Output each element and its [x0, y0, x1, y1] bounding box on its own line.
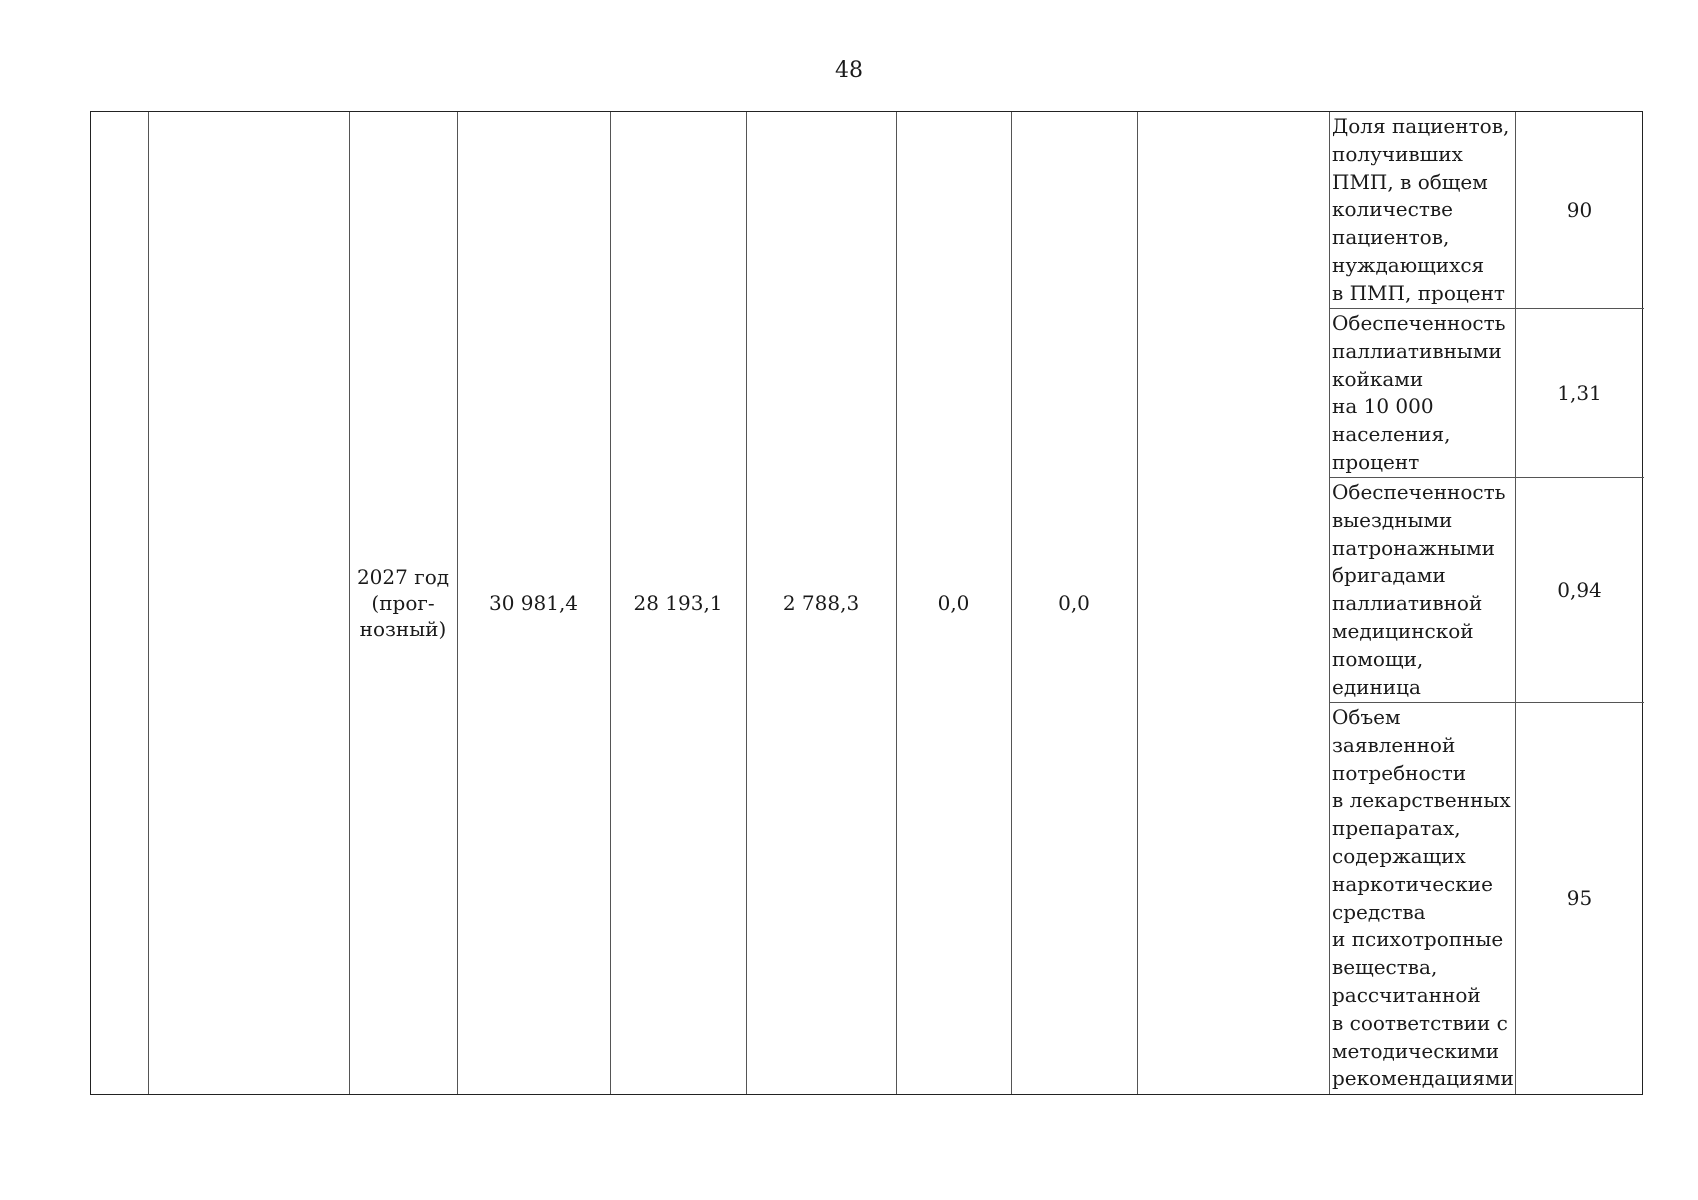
indicator-line: получивших [1332, 141, 1463, 166]
indicator-name-cell [1329, 704, 1515, 1094]
indicator-line: потребности [1332, 760, 1467, 785]
indicator-line: наркотические [1332, 871, 1493, 896]
program-table [90, 111, 1643, 1095]
indicator-line: патронажными [1332, 535, 1495, 560]
indicator-name-cell [1329, 479, 1515, 702]
indicator-value-cell: 1,31 [1557, 380, 1602, 405]
year-line: 2027 год [356, 565, 450, 589]
indicator-line: вещества, [1332, 955, 1438, 980]
indicator-line: в соответствии с [1332, 1010, 1508, 1035]
indicator-line: пациентов, [1332, 225, 1450, 250]
indicator-line: на 10 000 [1332, 394, 1434, 419]
indicator-line: нуждающихся [1332, 252, 1485, 277]
indicator-line: Доля пациентов, [1332, 114, 1510, 138]
indicator-line: выездными [1332, 507, 1453, 532]
indicator-line: заявленной [1332, 732, 1456, 757]
funding-cell: 2 788,3 [782, 591, 860, 615]
indicator-line: в лекарственных [1332, 788, 1511, 813]
page-number: 48 [835, 58, 863, 83]
indicator-line: паллиативной [1332, 591, 1483, 616]
indicator-line: медицинской [1332, 618, 1474, 643]
indicator-line: содержащих [1332, 843, 1466, 868]
indicator-value-cell: 90 [1566, 198, 1593, 222]
empty-cell [1137, 112, 1329, 1094]
indicator-line: в ПМП, процент [1332, 280, 1505, 305]
indicator-line: ПМП, в общем [1332, 169, 1488, 194]
name-cell [148, 112, 349, 1094]
total-funding-cell: 30 981,4 [488, 591, 579, 615]
funding-cell: 0,0 [1058, 591, 1090, 615]
funding-cell: 0,0 [937, 591, 970, 615]
year-line: (прог- [371, 591, 435, 615]
indicator-line: Обеспеченность [1332, 311, 1506, 335]
indicator-line: методическими [1332, 1038, 1500, 1063]
indicator-line: средства [1332, 899, 1426, 924]
indicator-line: рассчитанной [1332, 982, 1481, 1007]
indicator-value-cell: 95 [1566, 886, 1593, 910]
year-line: нозный) [359, 617, 447, 641]
indicator-line: Объем [1332, 705, 1401, 729]
row-number-cell [91, 112, 148, 1094]
indicator-line: количестве [1332, 197, 1453, 222]
indicator-name-cell [1329, 310, 1515, 477]
indicator-value-cell: 0,94 [1557, 577, 1602, 602]
indicator-line: рекомендациями [1332, 1066, 1514, 1091]
indicator-name-cell [1329, 113, 1515, 308]
indicator-line: бригадами [1332, 563, 1446, 588]
indicator-line: койками [1332, 366, 1424, 391]
indicator-line: населения, [1332, 422, 1451, 447]
indicator-line: препаратах, [1332, 816, 1461, 841]
indicator-line: и психотропные [1332, 927, 1504, 952]
funding-cell: 28 193,1 [633, 591, 723, 615]
indicator-line: единица [1332, 674, 1421, 699]
year-cell [349, 112, 457, 1094]
indicator-line: паллиативными [1332, 338, 1502, 363]
indicator-line: Обеспеченность [1332, 480, 1506, 504]
indicator-line: процент [1332, 449, 1420, 474]
indicator-line: помощи, [1332, 646, 1424, 671]
